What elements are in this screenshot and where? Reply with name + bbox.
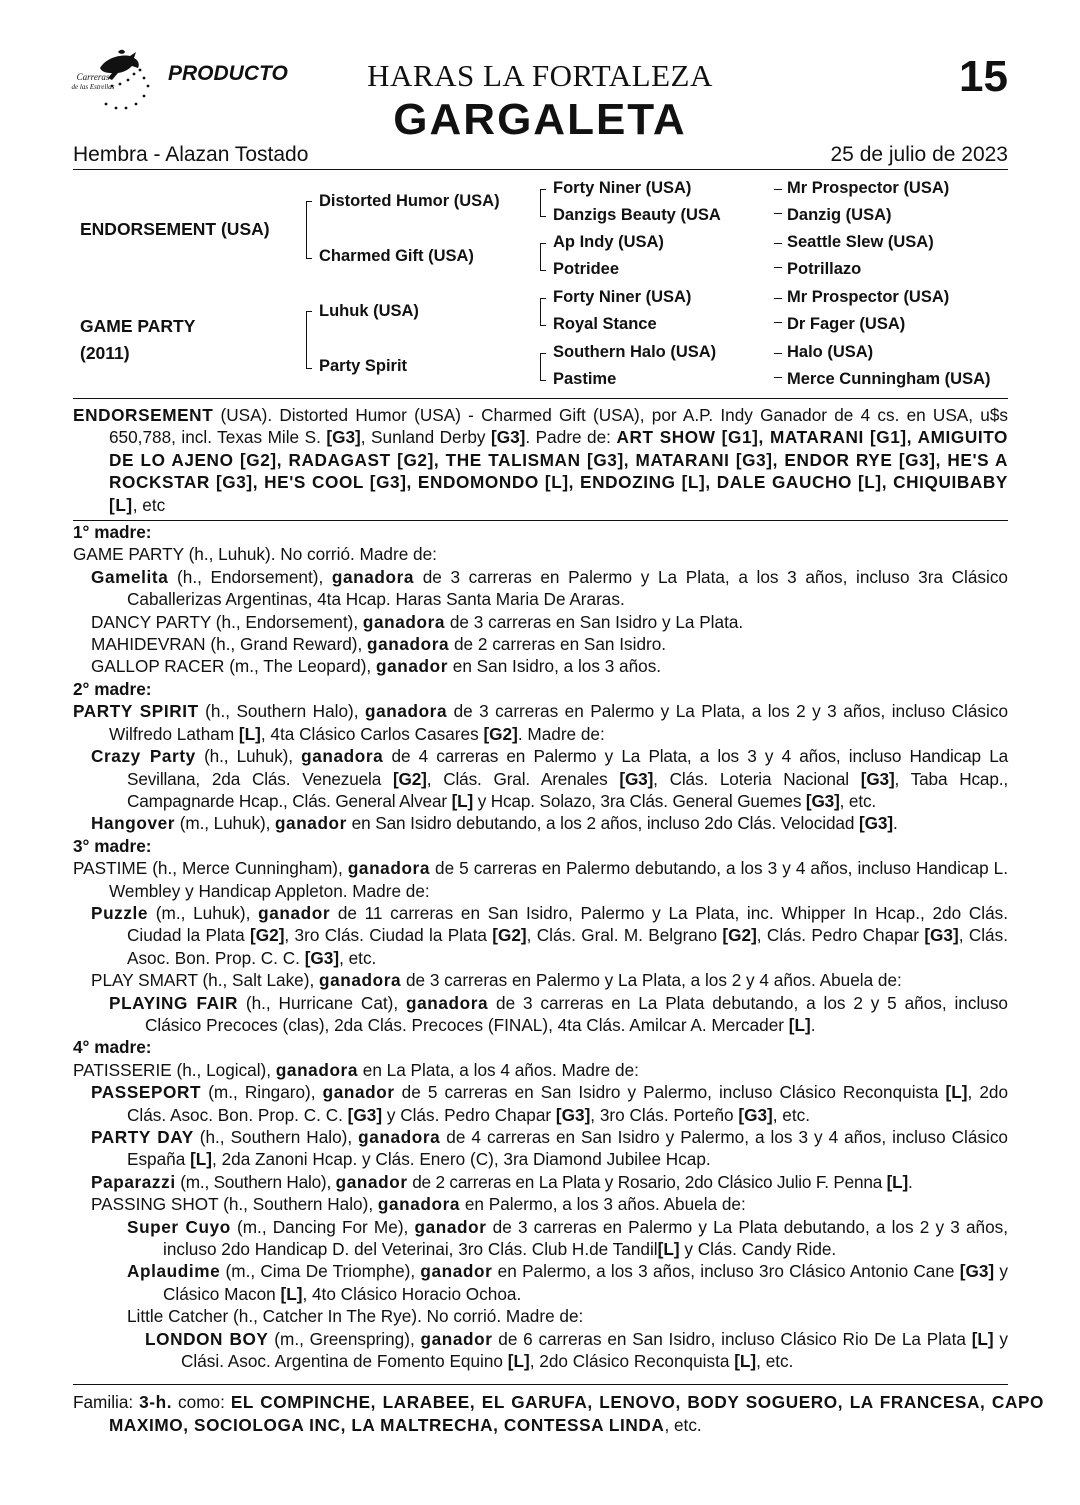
dam-line: GAME PARTY (h., Luhuk). No corrió. Madre de: [73,544,437,565]
pedigree-g3: Potridee [553,260,620,278]
produce-entry: Paparazzi (m., Southern Halo), ganador de 2 carreras en La Plata y Rosario, 2do Clásico Julio F. Penna [L]. [91,1171,913,1192]
pedigree-g4: Merce Cunningham (USA) [787,370,991,388]
produce-entry: Crazy Party (h., Luhuk), ganadora de 4 carreras en Palermo y La Plata, a los 3 y 4 años, incluso Handicap La Sevillana, 2da Clás. Venezuela [G2], Clás. Gral. Arenales [G3], Clás. Loteria Nacional [G3], Taba Hcap., Campagnarde Hcap., Clás. General Alvear [L] y Hcap. Solazo, 3ra Clás. General Guemes [G3], etc. [91,746,1009,811]
sire-progeny: ART SHOW [G1], MATARANI [G1], AMIGUITO DE LO AJENO [G2], RADAGAST [G2], THE TALISMAN [G3], MATARANI [G3], ENDOR RYE [G3], HE'S A ROCKSTAR [G3], HE'S COOL [G3], ENDOMONDO [L], ENDOZING [L], DALE GAUCHO [L], CHIQUIBABY [L] [109,427,1009,515]
pedigree-g3: Royal Stance [553,315,657,333]
birth-date: 25 de julio de 2023 [830,143,1008,166]
produce-entry: Puzzle (m., Luhuk), ganador de 11 carreras en San Isidro, Palermo y La Plata, inc. Whipper In Hcap., 2do Clás. Ciudad la Plata [G2], 3ro Clás. Ciudad la Plata [G2], Clás. Gral. M. Belgrano [G2], Clás. Pedro Chapar [G3], Clás. Asoc. Bon. Prop. C. C. [G3], etc. [91,902,1009,968]
pedigree-g4: Mr Prospector (USA) [787,179,950,197]
pedigree-g4: Potrillazo [787,260,862,278]
familia-line: Familia: 3-h. como: EL COMPINCHE, LARABEE, EL GARUFA, LENOVO, BODY SOGUERO, LA FRANCESA, CAPO MAXIMO, SOCIOLOGA INC, LA MALTRECHA, CONTESSA LINDA, etc. [73,1392,1044,1435]
pedigree-g2: Charmed Gift (USA) [319,247,474,265]
pedigree-g4: Mr Prospector (USA) [787,288,950,306]
dash [774,353,782,354]
sire-paragraph: ENDORSEMENT (USA). Distorted Humor (USA) - Charmed Gift (USA), por A.P. Indy Ganador de 4 cs. en USA, u$s 650,788, incl. Texas Mile S. [G3], Sunland Derby [G3]. Padre de: ART SHOW [G1], MATARANI [G1], AMIGUITO DE LO AJENO [G2], RADAGAST [G2], THE TALISMAN [G3], MATARANI [G3], ENDOR RYE [G3], HE'S A ROCKSTAR [G3], HE'S COOL [G3], ENDOMONDO [L], ENDOZING [L], DALE GAUCHO [L], CHIQUIBABY [L], etc [73,405,1009,515]
produce-entry: GALLOP RACER (m., The Leopard), ganador en San Isidro, a los 3 años. [91,656,662,677]
dash [774,322,782,323]
bracket [540,298,546,326]
dash [774,213,782,214]
dash [774,377,782,378]
pedigree-g4: Dr Fager (USA) [787,315,906,333]
pedigree-g3: Forty Niner (USA) [553,179,692,197]
sire-name: ENDORSEMENT [73,405,214,425]
lot-number: 15 [959,52,1008,101]
dash [774,189,782,190]
pedigree-g2: Party Spirit [319,357,408,375]
dam-line: PATISSERIE (h., Logical), ganadora en La Plata, a los 4 años. Madre de: [73,1059,639,1080]
pedigree-dam-year: (2011) [80,343,130,363]
produce-entry: Gamelita (h., Endorsement), ganadora de 3 carreras en Palermo y La Plata, a los 3 años, incluso 3ra Clásico Caballerizas Argentinas, 4ta Hcap. Haras Santa Maria De Araras. [91,566,1008,610]
logo-text: de las Estrellas [71,83,115,91]
bracket [540,189,546,217]
carreras-logo [70,46,156,114]
horse-name: GARGALETA [393,95,687,144]
pedigree-g2: Luhuk (USA) [319,302,419,320]
produce-entry: PLAYING FAIR (h., Hurricane Cat), ganadora de 3 carreras en La Plata debutando, a los 2 y 5 años, incluso Clásico Precoces (clas), 2da Clás. Precoces (FINAL), 4ta Clás. Amilcar A. Mercader [L]. [109,992,1008,1035]
pedigree-g3: Ap Indy (USA) [553,233,664,251]
produce-entry: LONDON BOY (m., Greenspring), ganador de 6 carreras en San Isidro, incluso Clásico Rio De La Plata [L] y Clási. Asoc. Argentina de Fomento Equino [L], 2do Clásico Reconquista [L], etc. [145,1328,1009,1372]
bracket [540,243,546,271]
produce-entry: PASSING SHOT (h., Southern Halo), ganadora en Palermo, a los 3 años. Abuela de: [91,1194,746,1215]
pedigree-sire: ENDORSEMENT (USA) [80,219,270,239]
pedigree-g3: Southern Halo (USA) [553,343,717,361]
producto-label: PRODUCTO [168,62,288,85]
dam-line: PARTY SPIRIT (h., Southern Halo), ganadora de 3 carreras en Palermo y La Plata, a los 2 y 3 años, incluso Clásico Wilfredo Latham [L], 4ta Clásico Carlos Casares [G2]. Madre de: [73,701,1008,744]
section-heading: 1° madre: [73,522,152,543]
haras-name: HARAS LA FORTALEZA [367,58,713,93]
section-heading: 2° madre: [73,678,152,699]
produce-entry: Aplaudime (m., Cima De Triomphe), ganador en Palermo, a los 3 años, incluso 3ro Clásico Antonio Cane [G3] y Clásico Macon [L], 4to Clásico Horacio Ochoa. [127,1261,1008,1304]
dam-line: PASTIME (h., Merce Cunningham), ganadora de 5 carreras en Palermo debutando, a los 3 y 4 años, incluso Handicap L. Wembley y Handicap Appleton. Madre de: [73,858,1008,901]
produce-entry: PLAY SMART (h., Salt Lake), ganadora de 3 carreras en Palermo y La Plata, a los 2 y 4 años. Abuela de: [91,970,902,991]
pedigree-g4: Danzig (USA) [787,206,892,224]
pedigree-g3: Pastime [553,370,617,388]
bracket [540,353,546,381]
produce-entry: Hangover (m., Luhuk), ganador en San Isidro debutando, a los 2 años, incluso 2do Clás. Velocidad [G3]. [91,813,898,834]
produce-entry: PARTY DAY (h., Southern Halo), ganadora de 4 carreras en San Isidro y Palermo, a los 3 y 4 años, incluso Clásico España [L], 2da Zanoni Hcap. y Clás. Enero (C), 3ra Diamond Jubilee Hcap. [91,1127,1008,1170]
divider [73,398,1008,399]
bracket [306,201,312,259]
divider [73,169,1008,170]
familia-names: EL COMPINCHE, LARABEE, EL GARUFA, LENOVO, BODY SOGUERO, LA FRANCESA, CAPO MAXIMO, SOCIOLOGA INC, LA MALTRECHA, CONTESSA LINDA [109,1392,1044,1435]
pedigree-g2: Distorted Humor (USA) [319,192,500,210]
produce-entry: Super Cuyo (m., Dancing For Me), ganador de 3 carreras en Palermo y La Plata debutando, a los 2 y 3 años, incluso 2do Handicap D. del Veterinai, 3ro Clás. Club H.de Tandil[L] y Clás. Candy Ride. [127,1216,1009,1260]
dash [774,267,782,268]
section-heading: 4° madre: [73,1037,152,1058]
dash [774,243,782,244]
produce-entry: PASSEPORT (m., Ringaro), ganador de 5 carreras en San Isidro y Palermo, incluso Clásico Reconquista [L], 2do Clás. Asoc. Bon. Prop. C. C. [G3] y Clás. Pedro Chapar [G3], 3ro Clás. Porteño [G3], etc. [91,1082,1009,1125]
pedigree-g4: Seattle Slew (USA) [787,233,934,251]
bracket [306,311,312,369]
produce-entry: Little Catcher (h., Catcher In The Rye). No corrió. Madre de: [127,1306,584,1327]
divider [73,1384,1008,1385]
section-heading: 3° madre: [73,835,152,856]
dash [774,298,782,299]
pedigree-g3: Forty Niner (USA) [553,288,692,306]
produce-entry: DANCY PARTY (h., Endorsement), ganadora de 3 carreras en San Isidro y La Plata. [91,611,744,632]
pedigree-dam: GAME PARTY [80,316,196,336]
produce-record [73,404,1008,1372]
pedigree-g3: Danzigs Beauty (USA [553,206,721,224]
pedigree-g4: Halo (USA) [787,343,874,361]
logo-text: Carreras [76,72,110,82]
sex-color: Hembra - Alazan Tostado [73,143,309,166]
produce-entry: MAHIDEVRAN (h., Grand Reward), ganadora de 2 carreras en San Isidro. [91,634,667,655]
